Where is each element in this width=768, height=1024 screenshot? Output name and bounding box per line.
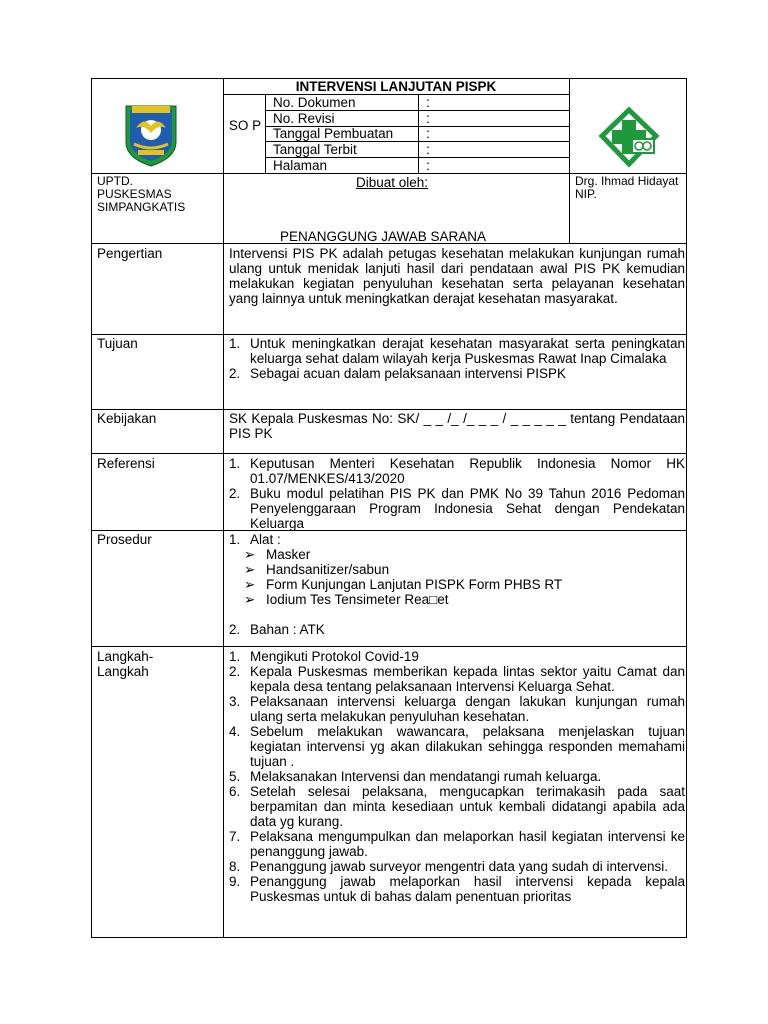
referensi-item-text: Buku modul pelatihan PIS PK dan PMK No 39 Tahun 2016 Pedoman Penyelenggaraan Program Indonesia Sehat dengan Pendekatan Keluarga [250,486,685,531]
alat-item-text: Masker [266,547,311,562]
list-item: 1. Untuk meningkatkan derajat kesehatan masyarakat serta peningkatan keluarga sehat dalam wilayah kerja Puskesmas Rawat Inap Cimalaka [229,336,685,366]
field-label-tanggal-pembuatan: Tanggal Pembuatan [273,126,394,141]
sop-label: SO P [228,118,262,133]
referensi-list [229,456,685,531]
langkah-item-text: Sebelum melakukan wawancara, pelaksana menjelaskan tujuan kegiatan intervensi yg akan dilakukan sehingga responden memahami tujuan . [250,724,685,769]
tujuan-list [229,336,685,381]
signer-nip: NIP. [575,187,597,201]
list-item: 2. Buku modul pelatihan PIS PK dan PMK No 39 Tahun 2016 Pedoman Penyelenggaraan Program Indonesia Sehat dengan Pendekatan Keluarga [229,486,685,531]
list-item: 2. Kepala Puskesmas memberikan kepada lintas sektor yaitu Camat dan kepala desa tentang pelaksanaan Intervensi Keluarga Sehat. [229,664,685,694]
referensi-item-text: Keputusan Menteri Kesehatan Republik Indonesia Nomor HK 01.07/MENKES/413/2020 [250,456,685,486]
field-label-no-revisi: No. Revisi [273,111,335,126]
kebijakan-text: SK Kepala Puskesmas No: SK/ _ _ /_ /_ _ _ / _ _ _ _ _ tentang Pendataan PIS PK [229,411,685,441]
field-value-no-dokumen: : [426,95,430,110]
langkah-item-text: Pelaksana mengumpulkan dan melaporkan hasil kegiatan intervensi ke penanggung jawab. [250,829,685,859]
section-label-langkah-2: Langkah [97,664,149,679]
field-value-tanggal-pembuatan: : [426,126,430,141]
puskesmas-logo [596,106,662,168]
bahan-number: 2. [229,622,241,637]
tujuan-item-text: Untuk meningkatkan derajat kesehatan masyarakat serta peningkatan keluarga sehat dalam wilayah kerja Puskesmas Rawat Inap Cimalaka [250,336,685,366]
list-item [244,577,562,592]
header-right-divider [569,78,570,244]
list-item: 8. Penanggung jawab surveyor mengentri data yang sudah di intervensi. [229,859,669,874]
alat-item-text: Form Kunjungan Lanjutan PISPK Form PHBS RT [266,577,563,592]
alat-number: 1. [229,532,241,547]
bahan-text: Bahan : ATK [250,622,325,637]
border-left [91,78,92,938]
made-by-label: Dibuat oleh: [356,175,429,190]
document-title: INTERVENSI LANJUTAN PISPK [295,79,497,94]
section-label-langkah-1: Langkah- [97,649,154,664]
signer-name: Drg. Ihmad Hidayat [575,174,679,188]
org-line-2: PUSKESMAS [97,187,172,201]
field-divider [418,94,419,173]
field-value-halaman: : [426,158,430,173]
list-item [244,562,389,577]
langkah-item-text: Pelaksanaan intervensi keluarga dengan lakukan kunjungan rumah ulang serta melakukan penyuluhan kesehatan. [250,694,685,724]
column-divider [223,78,224,938]
border-bottom [91,937,687,938]
list-item: 1. Mengikuti Protokol Covid-19 [229,649,419,664]
field-value-tanggal-terbit: : [426,142,430,157]
list-item: 5. Melaksanakan Intervensi dan mendatangi rumah keluarga. [229,769,602,784]
sop-divider [265,94,266,173]
alat-item-text: Handsanitizer/sabun [266,562,390,577]
pengertian-text: Intervensi PIS PK adalah petugas kesehatan melakukan kunjungan rumah ulang untuk menidak lanjuti hasil dari pendataan awal PIS PK kemudian melakukan kegiatan penyuluhan kesehatan serta pelayanan kesehatan yang lainnya untuk meningkatkan derajat kesehatan masyarakat. [229,246,685,306]
tujuan-item-text: Sebagai acuan dalam pelaksanaan intervensi PISPK [250,366,566,381]
section-line [91,409,687,410]
langkah-item-text: Melaksanakan Intervensi dan mendatangi rumah keluarga. [250,769,602,784]
alat-label: Alat : [250,532,281,547]
field-label-tanggal-terbit: Tanggal Terbit [273,142,357,157]
section-label-prosedur: Prosedur [97,532,152,547]
section-label-tujuan: Tujuan [97,336,138,351]
list-item: 4. Sebelum melakukan wawancara, pelaksana menjelaskan tujuan kegiatan intervensi yg akan dilakukan sehingga responden memahami tujuan . [229,724,685,769]
langkah-item-text: Kepala Puskesmas memberikan kepada lintas sektor yaitu Camat dan kepala desa tentang pelaksanaan Intervensi Keluarga Sehat. [250,664,685,694]
list-item: 6. Setelah selesai pelaksana, mengucapkan terimakasih pada saat berpamitan dan minta kesediaan untuk kembali didatangi apabila ada data yg kurang. [229,784,685,829]
bullet-arrow-icon: ➢ [244,547,256,562]
langkah-item-text: Penanggung jawab surveyor mengentri data yang sudah di intervensi. [250,859,669,874]
section-line [91,453,687,454]
langkah-item-text: Mengikuti Protokol Covid-19 [250,649,419,664]
field-label-no-dokumen: No. Dokumen [273,95,356,110]
list-item: 9. Penanggung jawab melaporkan hasil intervensi kepada kepala Puskesmas untuk di bahas dalam penentuan prioritas [229,874,685,904]
border-right [686,78,687,938]
langkah-list [229,649,685,904]
list-item [244,592,449,607]
section-label-referensi: Referensi [97,456,155,471]
regional-emblem-logo [122,100,180,168]
field-value-no-revisi: : [426,111,430,126]
list-item: 7. Pelaksana mengumpulkan dan melaporkan hasil kegiatan intervensi ke penanggung jawab. [229,829,685,859]
bullet-arrow-icon: ➢ [244,577,256,592]
section-line [91,334,687,335]
section-label-kebijakan: Kebijakan [97,411,157,426]
list-item [244,547,310,562]
bullet-arrow-icon: ➢ [244,562,256,577]
responsible-label: PENANGGUNG JAWAB SARANA [280,229,487,244]
bullet-arrow-icon: ➢ [244,592,256,607]
alat-item-text: Iodium Tes Tensimeter Rea□et [266,592,449,607]
langkah-item-text: Setelah selesai pelaksana, mengucapkan terimakasih pada saat berpamitan dan minta kesediaan untuk kembali didatangi apabila ada data yg kurang. [250,784,685,829]
org-line-1: UPTD. [97,174,133,188]
list-item: 2. Sebagai acuan dalam pelaksanaan intervensi PISPK [229,366,566,381]
section-label-pengertian: Pengertian [97,246,163,261]
list-item: 1. Keputusan Menteri Kesehatan Republik Indonesia Nomor HK 01.07/MENKES/413/2020 [229,456,685,486]
langkah-item-text: Penanggung jawab melaporkan hasil intervensi kepada kepala Puskesmas untuk di bahas dalam penentuan prioritas [250,874,685,904]
section-line [91,646,687,647]
field-label-halaman: Halaman [273,158,328,173]
org-line-3: SIMPANGKATIS [97,200,186,214]
list-item: 3. Pelaksanaan intervensi keluarga dengan lakukan kunjungan rumah ulang serta melakukan penyuluhan kesehatan. [229,694,685,724]
